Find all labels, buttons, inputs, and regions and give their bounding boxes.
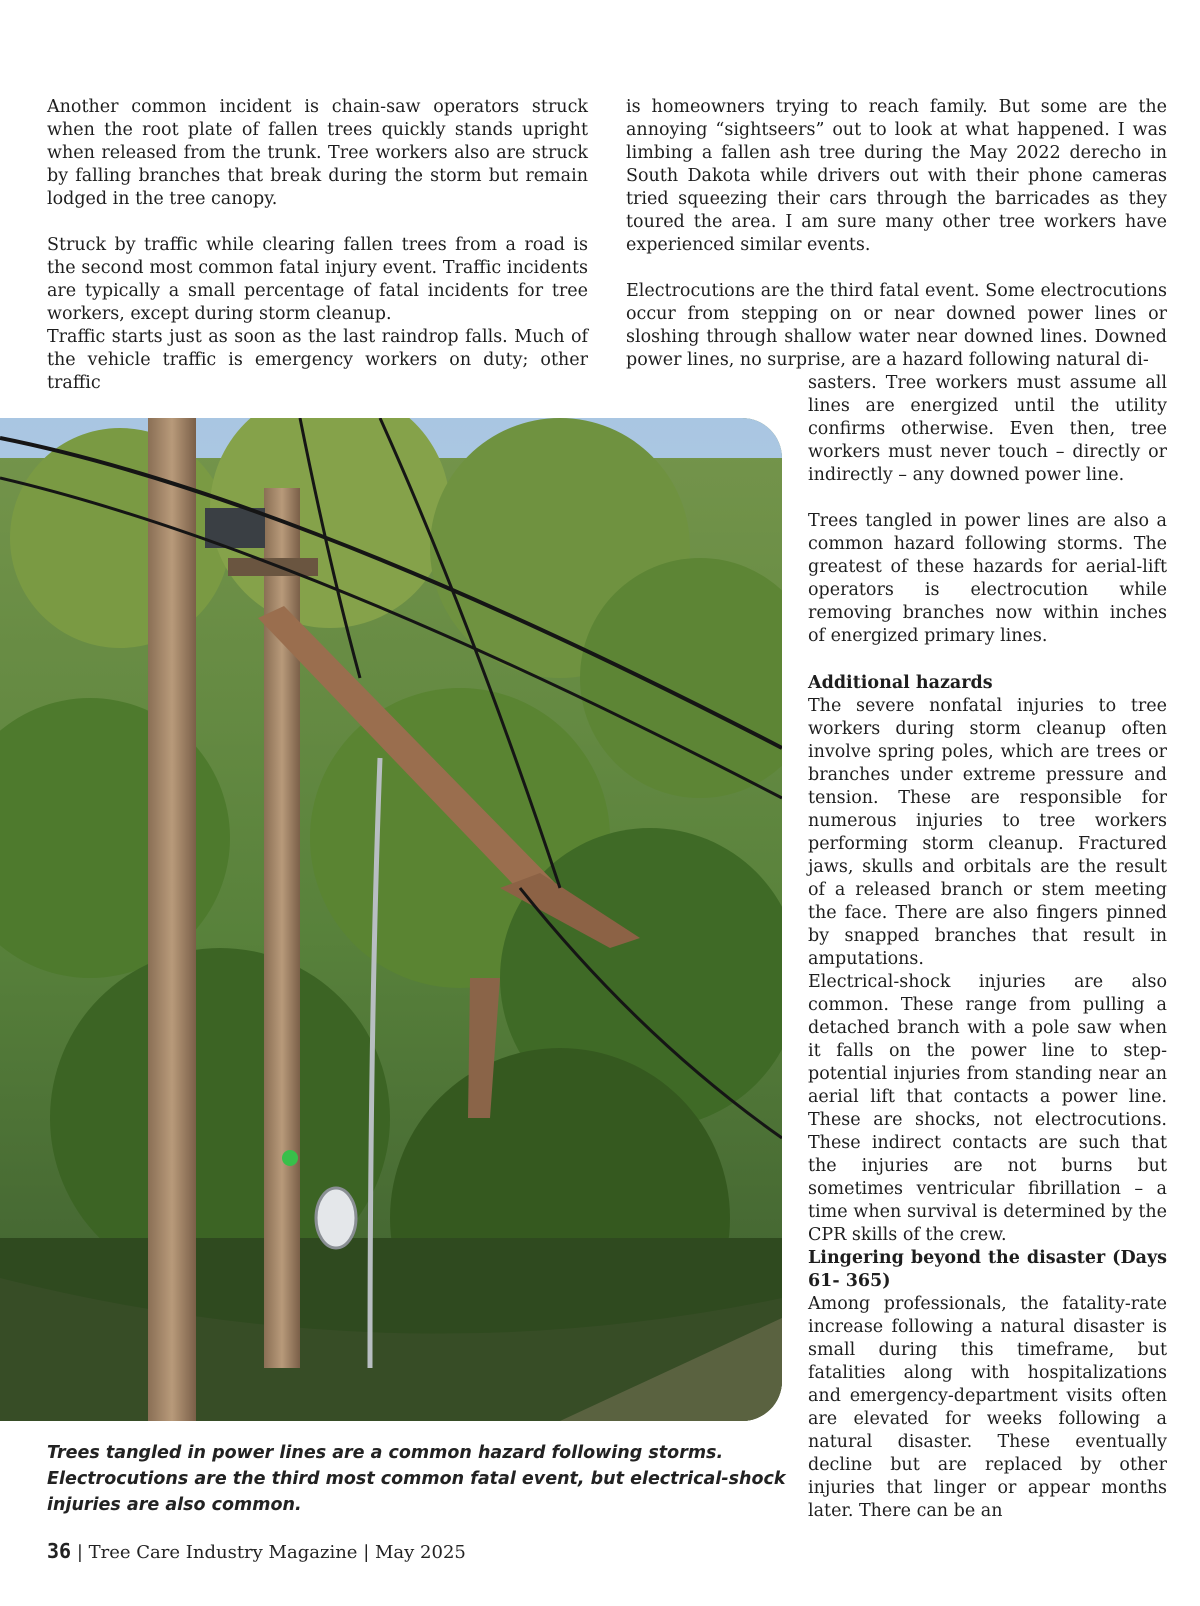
body-paragraph: Struck by traffic while clearing fallen trees from a road is the second most common fatal injury event. Traffic incidents are typically a small percentage of fatal incidents for tree workers, except during storm cleanup. [47, 235, 588, 324]
body-paragraph: The severe nonfatal injuries to tree workers during storm cleanup often involve spring poles, which are trees or branches under extreme pressure and tension. These are responsible for numerous injuries to tree workers performing storm cleanup. Fractured jaws, skulls and orbitals are the result of a released branch or stem meeting the face. There are also fingers pinned by snapped branches that result in amputations. [808, 696, 1167, 969]
body-paragraph: Trees tangled in power lines are also a common hazard following storms. The greatest of these hazards for aerial-lift operators is electrocution while removing branches now within inches of energized primary lines. [808, 511, 1167, 646]
body-paragraph: Electrocutions are the third fatal event. Some electrocutions occur from stepping on or near downed power lines or sloshing through shallow water near downed lines. Downed power lines, no surprise, are a hazard following natural di- [626, 281, 1167, 370]
footer-separator: | [76, 1542, 83, 1563]
body-paragraph: Another common incident is chain-saw operators struck when the root plate of fallen trees quickly stands upright when released from the trunk. Tree workers also are struck by falling branches that break during the storm but remain lodged in the tree canopy. [47, 97, 588, 209]
publication-name: Tree Care Industry Magazine [88, 1542, 358, 1563]
issue-date: May 2025 [375, 1542, 466, 1563]
section-heading: Lingering beyond the disaster (Days 61- 365) [808, 1248, 1167, 1291]
page-footer [47, 1538, 466, 1566]
photo-caption: Trees tangled in power lines are a common hazard following storms. Electrocutions are the third most common fatal event, but electrical-shock injuries are also common. [47, 1443, 786, 1515]
body-paragraph: Among professionals, the fatality-rate increase following a natural disaster is small during this timeframe, but fatalities along with hospitalizations and emergency-department visits often are elevated for weeks following a natural disaster. These eventually decline but are replaced by other injuries that linger or appear months later. There can be an [808, 1294, 1167, 1521]
body-paragraph-continued: sasters. Tree workers must assume all lines are energized until the utility confirms otherwise. Even then, tree workers must never touch – directly or indirectly – any downed power line. [808, 373, 1167, 485]
body-paragraph: Traffic starts just as soon as the last raindrop falls. Much of the vehicle traffic is emergency workers on duty; other traffic [47, 327, 588, 393]
body-paragraph: Electrical-shock injuries are also common. These range from pulling a detached branch with a pole saw when it falls on the power line to step-potential injuries from standing near an aerial lift that contacts a power line. These are shocks, not electrocutions. These indirect contacts are such that the injuries are not burns but sometimes ventricular fibrillation – a time when survival is determined by the CPR skills of the crew. [808, 972, 1167, 1245]
footer-separator: | [363, 1542, 370, 1563]
page-number: 36 [47, 1539, 72, 1563]
body-paragraph: is homeowners trying to reach family. But some are the annoying “sightseers” out to look at what happened. I was limbing a fallen ash tree during the May 2022 derecho in South Dakota while drivers out with their phone cameras tried squeezing their cars through the barricades as they toured the area. I am sure many other tree workers have experienced similar events. [626, 97, 1167, 255]
storm-damage-photo [0, 418, 782, 1421]
section-heading: Additional hazards [808, 673, 993, 693]
